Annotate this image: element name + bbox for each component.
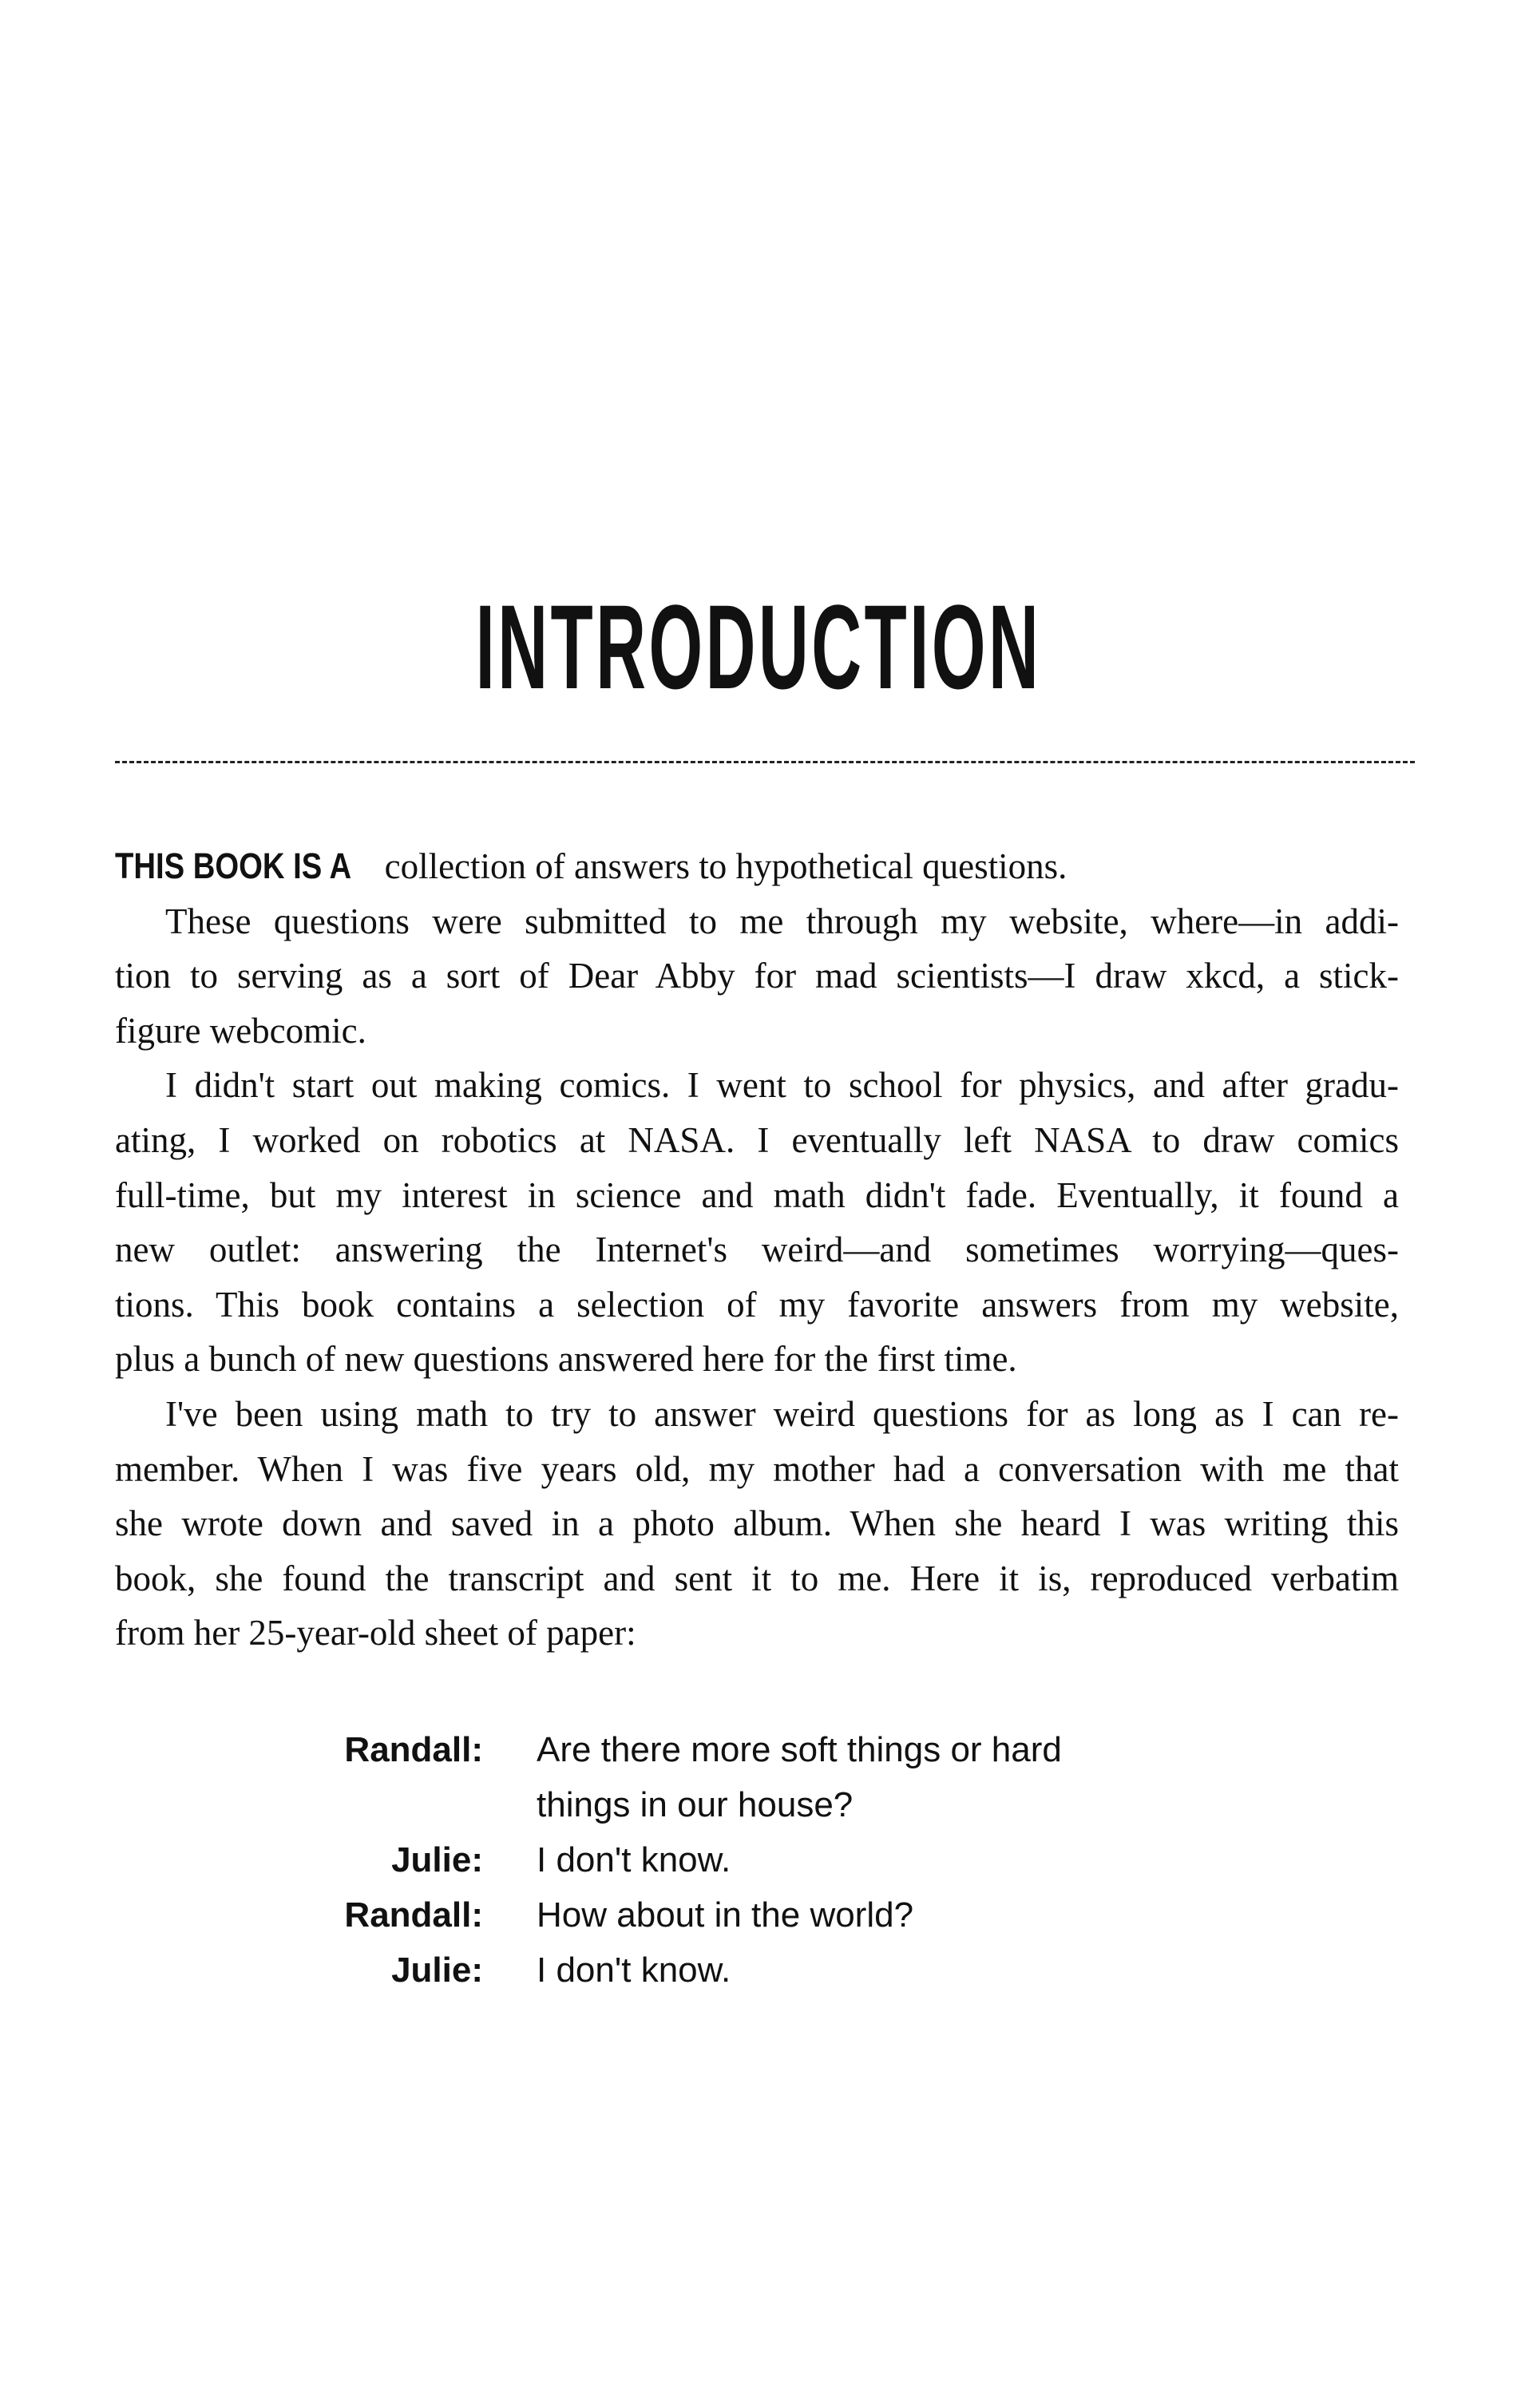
line-text: plus a bunch of new questions answered here for the first time. (115, 1339, 1017, 1380)
speaker: Julie: (391, 1840, 483, 1879)
line-text: tion to serving as a sort of Dear Abby for mad scientists—I draw xkcd, a stick- (115, 956, 1399, 996)
line-text: tions. This book contains a selection of my favorite answers from my website, (115, 1284, 1399, 1325)
text-line (115, 839, 1399, 894)
line-text: collection of answers to hypothetical questions. (384, 846, 1067, 886)
line-text: full-time, but my interest in science and math didn't fade. Eventually, it found a (115, 1174, 1399, 1215)
speech: things in our house? (537, 1785, 854, 1824)
text-line (115, 1606, 1399, 1661)
dialogue-row (0, 1722, 1517, 1777)
text-line (115, 1332, 1399, 1387)
speech: Are there more soft things or hard (537, 1730, 1062, 1769)
text-line (115, 1058, 1399, 1113)
lead-in: THIS BOOK IS A (115, 846, 352, 886)
line-text: she wrote down and saved in a photo album. When she heard I was writing this (115, 1503, 1399, 1544)
dialogue-row (0, 1887, 1517, 1943)
line-text: figure webcomic. (115, 1010, 366, 1051)
text-line (115, 1551, 1399, 1606)
chapter-title-text: INTRODUCTION (475, 580, 1042, 714)
body-text (115, 839, 1399, 1661)
text-line (115, 894, 1399, 949)
text-line (115, 1387, 1399, 1442)
dialogue-row (0, 1777, 1517, 1832)
text-line (115, 1004, 1399, 1059)
text-line (115, 949, 1399, 1004)
dialogue-transcript (0, 1722, 1517, 1998)
speech: I don't know. (537, 1951, 731, 1990)
speaker: Randall: (344, 1895, 483, 1935)
speaker: Randall: (344, 1730, 483, 1769)
line-text: from her 25-year-old sheet of paper: (115, 1613, 636, 1654)
dialogue-row (0, 1943, 1517, 1998)
line-text: book, she found the transcript and sent it to me. Here it is, reproduced verbatim (115, 1558, 1399, 1598)
line-text: These questions were submitted to me through my website, where—in addi- (165, 901, 1399, 941)
chapter-title (0, 580, 1517, 714)
line-text: member. When I was five years old, my mother had a conversation with me that (115, 1448, 1399, 1489)
text-line (115, 1168, 1399, 1223)
text-line (115, 1442, 1399, 1497)
text-line (115, 1113, 1399, 1168)
dashed-divider (115, 761, 1415, 763)
speech: I don't know. (537, 1840, 731, 1879)
text-line (115, 1222, 1399, 1277)
line-text: new outlet: answering the Internet's weird—and sometimes worrying—ques- (115, 1230, 1399, 1270)
text-line (115, 1496, 1399, 1551)
line-text: ating, I worked on robotics at NASA. I eventually left NASA to draw comics (115, 1119, 1399, 1160)
text-line (115, 1277, 1399, 1333)
dialogue-row (0, 1832, 1517, 1887)
speaker: Julie: (391, 1951, 483, 1990)
line-text: I didn't start out making comics. I went to school for physics, and after gradu- (165, 1065, 1399, 1106)
line-text: I've been using math to try to answer weird questions for as long as I can re- (165, 1393, 1399, 1434)
speech: How about in the world? (537, 1895, 914, 1935)
